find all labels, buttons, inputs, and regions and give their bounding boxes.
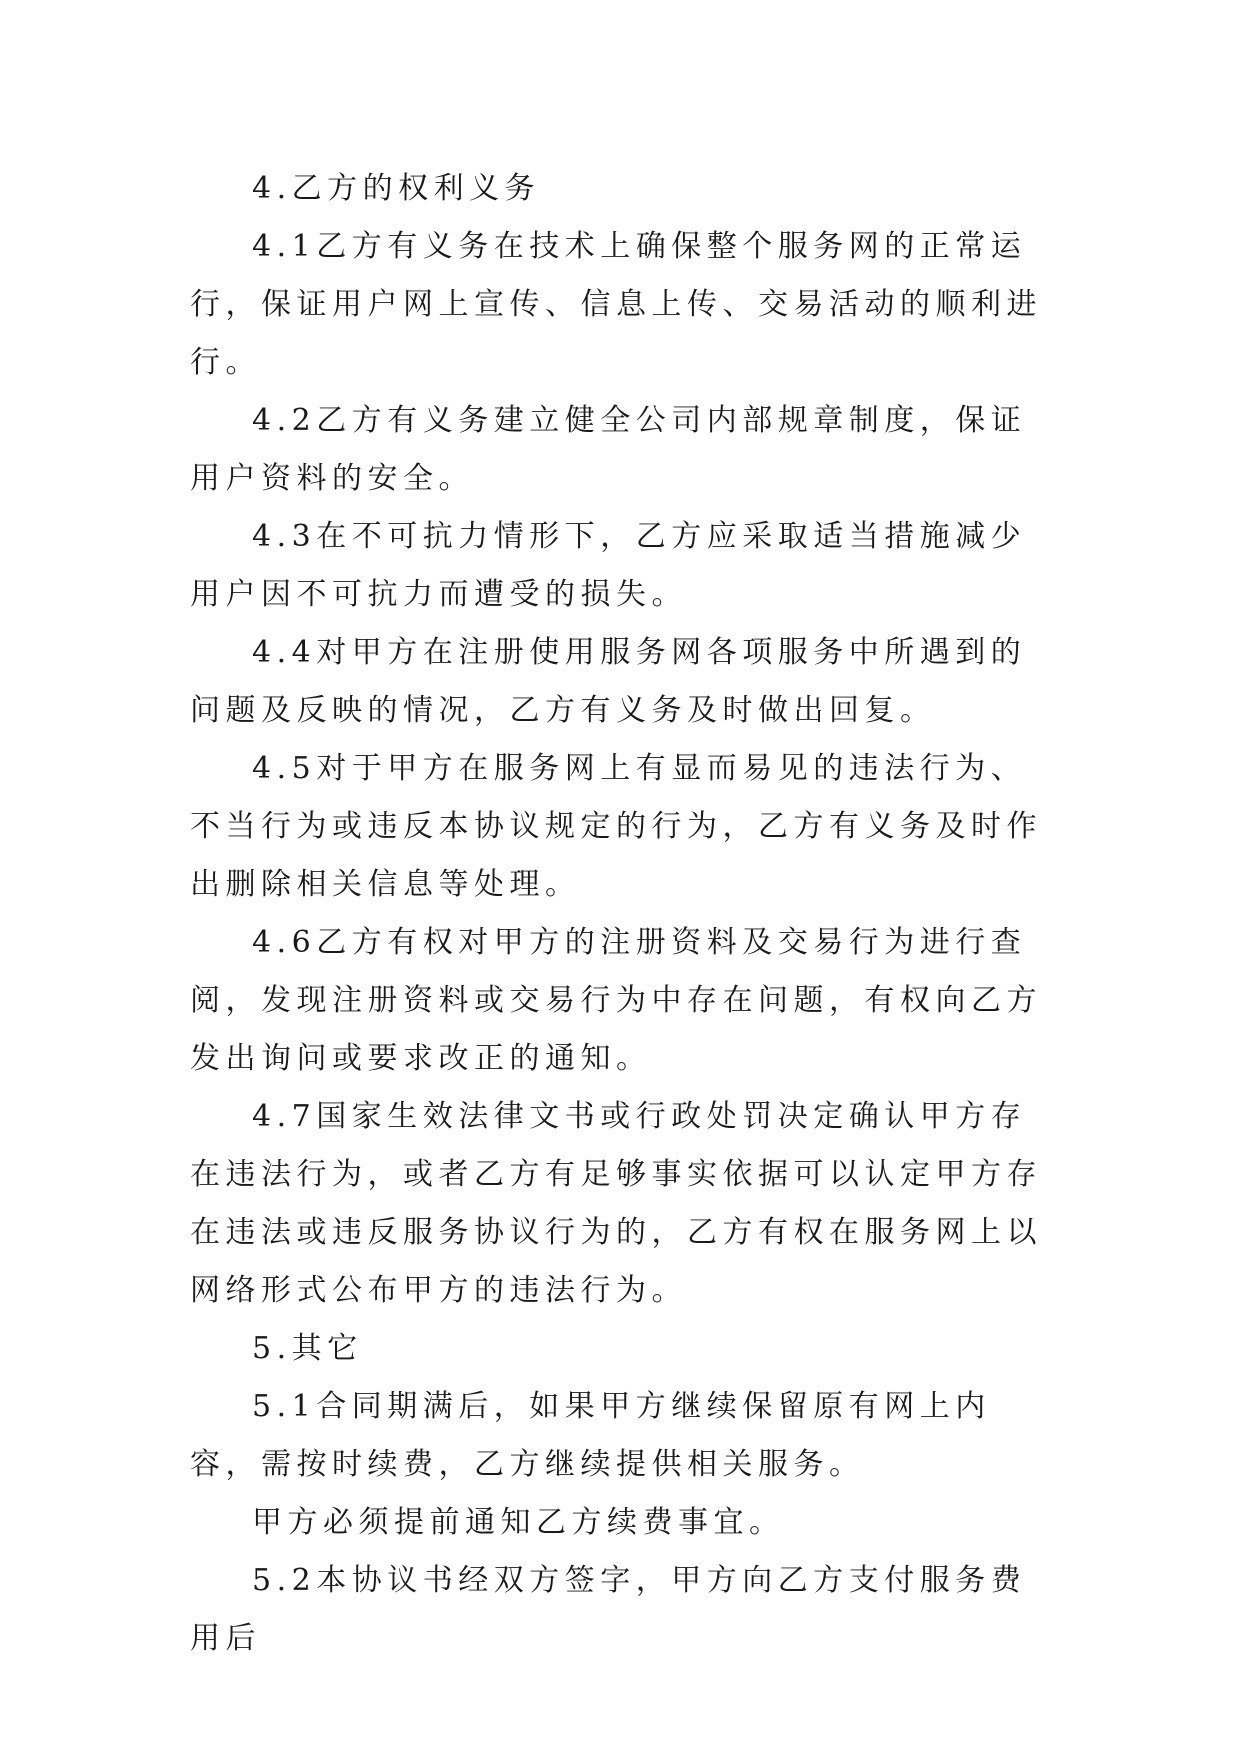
document-body — [190, 160, 1060, 1668]
section-heading-5: 5.其它 — [252, 1331, 363, 1366]
clause-5-1: 5.1合同期满后，如果甲方继续保留原有网上内容，需按时续费，乙方继续提供相关服务。 — [190, 1389, 991, 1482]
clause-5-1-note: 甲方必须提前通知乙方续费事宜。 — [252, 1505, 785, 1540]
clause-4-2: 4.2乙方有义务建立健全公司内部规章制度，保证用户资料的安全。 — [190, 403, 1027, 496]
section-heading-4: 4.乙方的权利义务 — [252, 171, 541, 206]
clause-4-3: 4.3在不可抗力情形下，乙方应采取适当措施减少用户因不可抗力而遭受的损失。 — [190, 519, 1027, 612]
clause-4-1: 4.1乙方有义务在技术上确保整个服务网的正常运行，保证用户网上宣传、信息上传、交易活动的顺利进行。 — [190, 229, 1042, 380]
clause-4-7: 4.7国家生效法律文书或行政处罚决定确认甲方存在违法行为，或者乙方有足够事实依据可以认定甲方存在违法或违反服务协议行为的，乙方有权在服务网上以网络形式公布甲方的违法行为。 — [190, 1099, 1042, 1308]
clause-4-4: 4.4对甲方在注册使用服务网各项服务中所遇到的问题及反映的情况，乙方有义务及时做出回复。 — [190, 635, 1027, 728]
clause-5-2: 5.2本协议书经双方签字，甲方向乙方支付服务费用后 — [190, 1563, 1027, 1656]
clause-4-6: 4.6乙方有权对甲方的注册资料及交易行为进行查阅，发现注册资料或交易行为中存在问题，有权向乙方发出询问或要求改正的通知。 — [190, 925, 1042, 1076]
clause-4-5: 4.5对于甲方在服务网上有显而易见的违法行为、不当行为或违反本协议规定的行为，乙方有义务及时作出删除相关信息等处理。 — [190, 751, 1042, 902]
